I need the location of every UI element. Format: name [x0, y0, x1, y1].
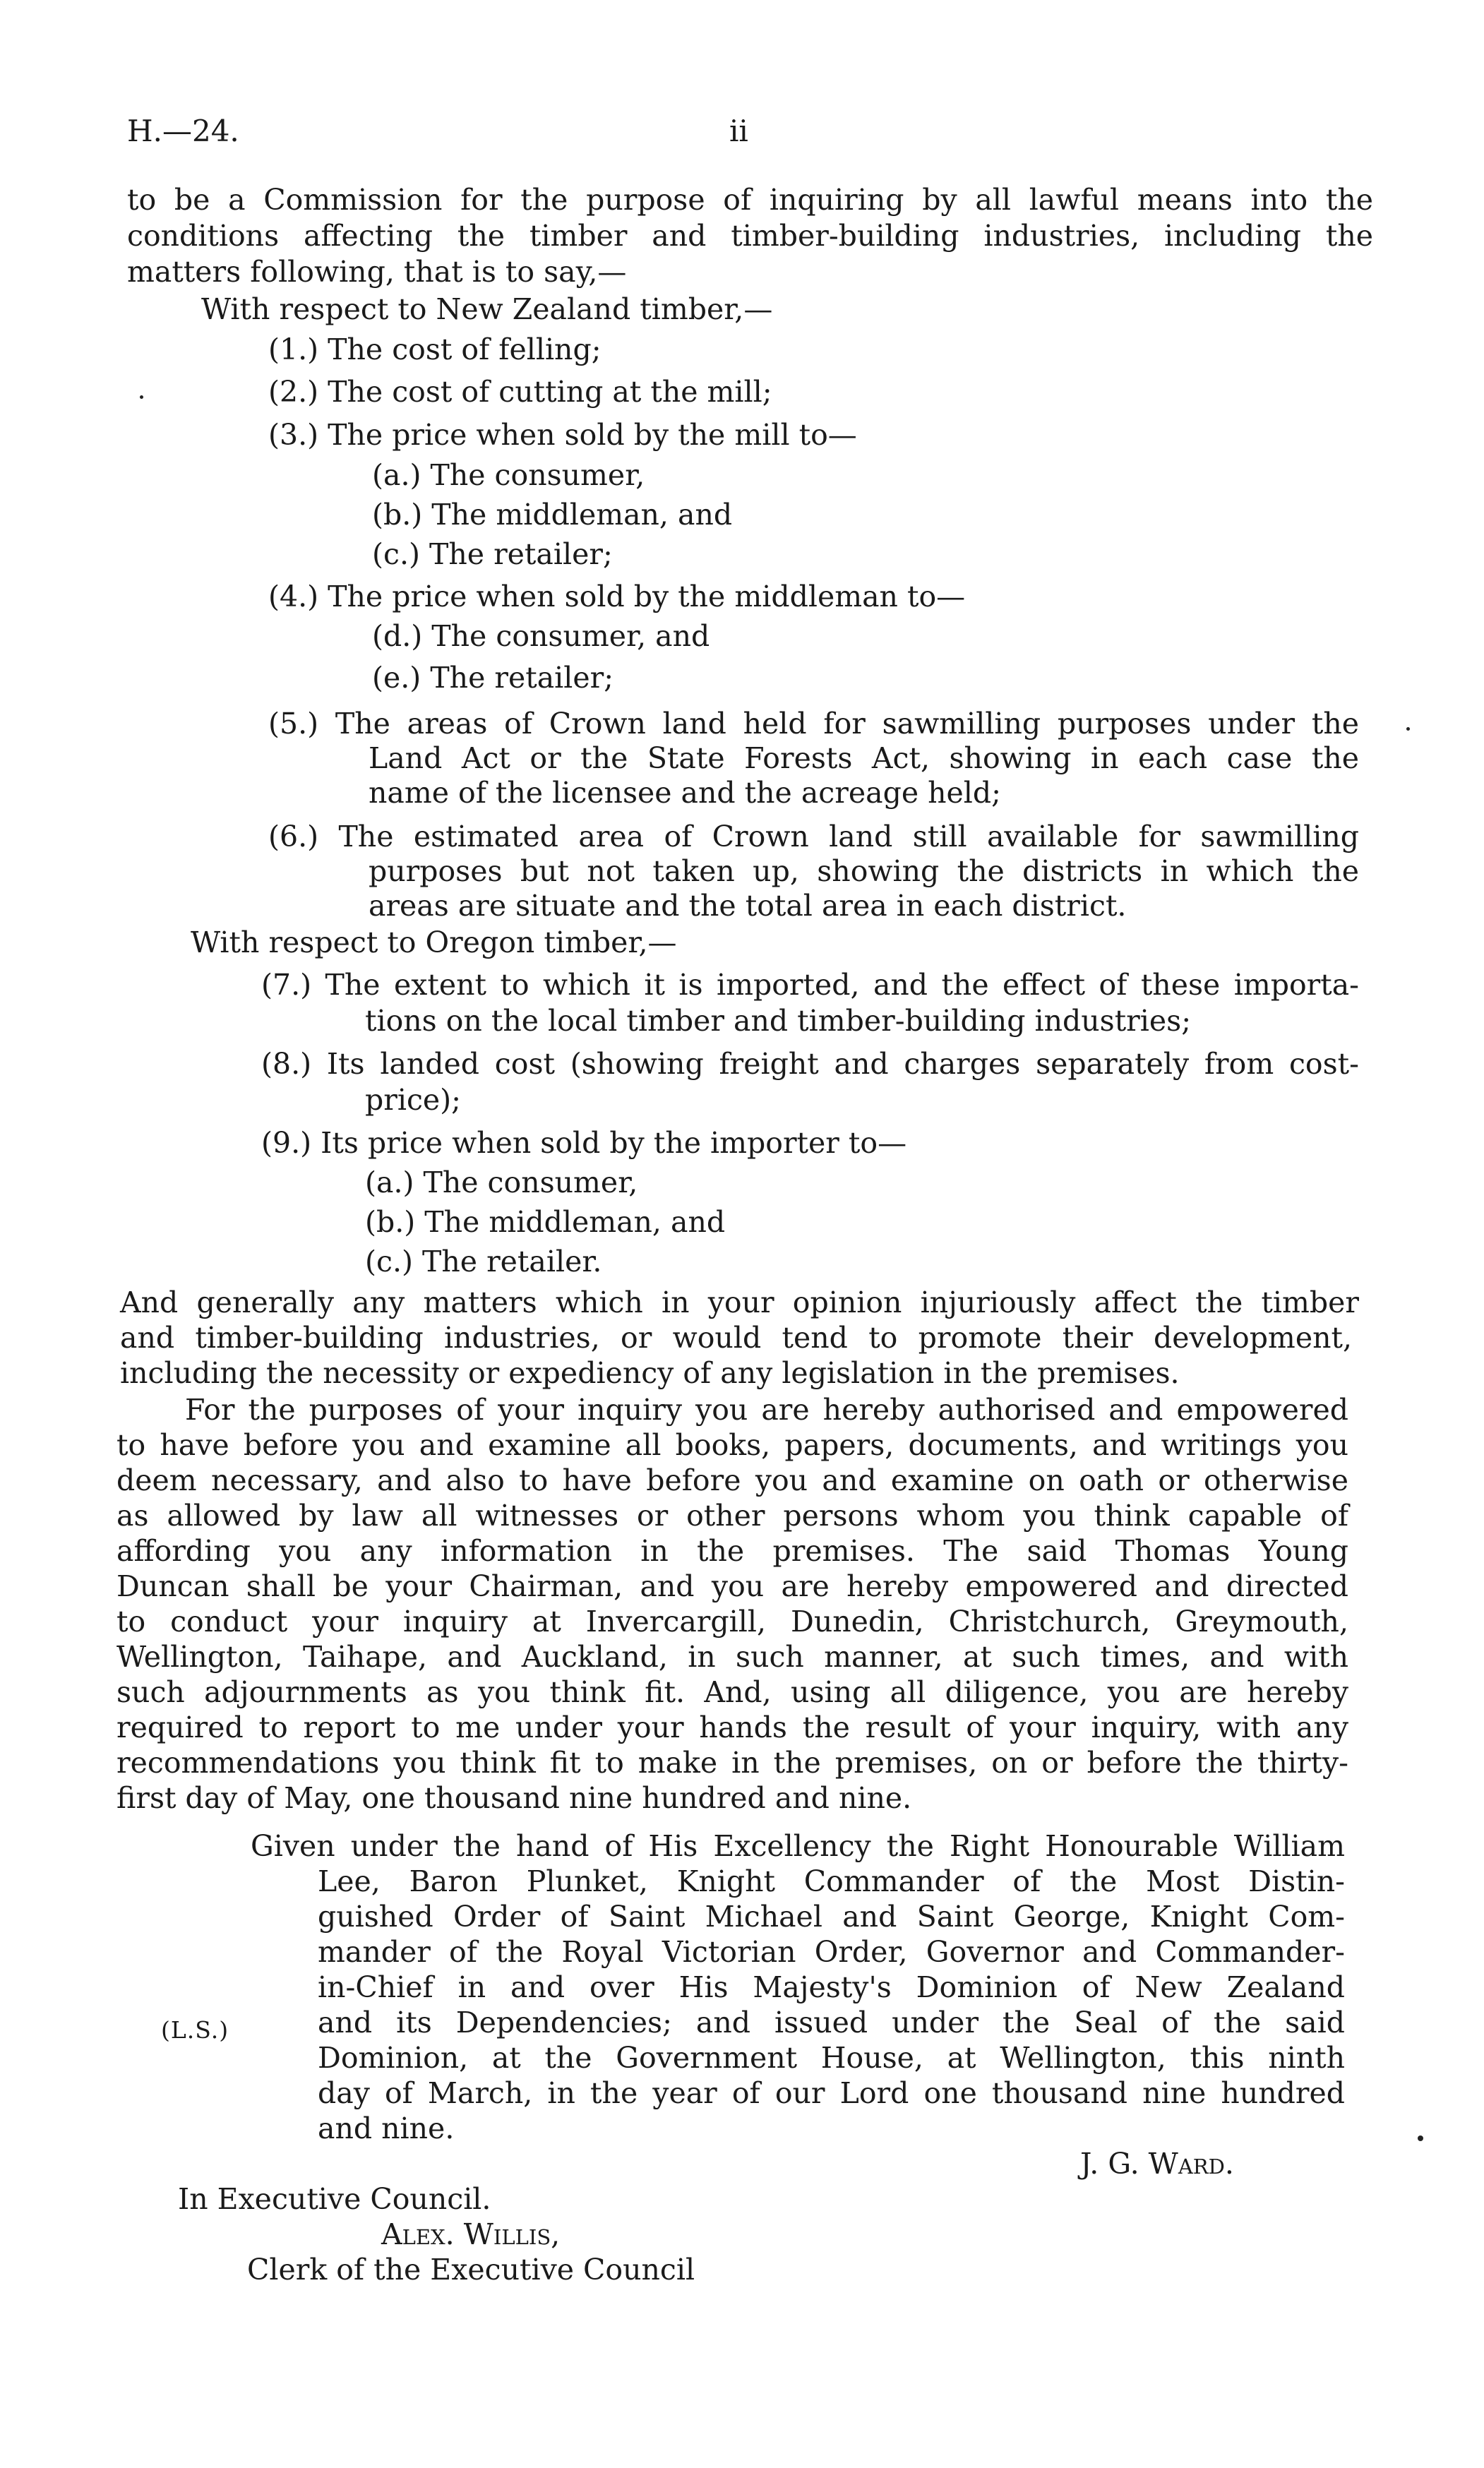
list-item-continuation: purposes but not taken up, showing the districts in which the	[369, 854, 1359, 888]
purposes-line: Wellington, Taihape, and Auckland, in such manner, at such times, and with	[116, 1640, 1348, 1674]
given-line: day of March, in the year of our Lord one thousand nine hundred	[318, 2076, 1345, 2110]
intro-line: to be a Commission for the purpose of inquiring by all lawful means into the	[127, 183, 1373, 217]
general-line: And generally any matters which in your opinion injuriously affect the timber	[120, 1286, 1359, 1319]
list-item: (6.) The estimated area of Crown land still available for sawmilling	[268, 820, 1359, 853]
given-line: and its Dependencies; and issued under the Seal of the said	[318, 2006, 1345, 2039]
given-line: in-Chief in and over His Majesty's Dominion of New Zealand	[318, 1970, 1345, 2004]
document-reference: H.—24.	[127, 114, 239, 148]
list-subitem: (b.) The middleman, and	[365, 1205, 726, 1239]
given-line: and nine.	[318, 2111, 455, 2145]
general-line: and timber-building industries, or would tend to promote their development,	[120, 1321, 1352, 1355]
list-subitem: (c.) The retailer.	[365, 1245, 602, 1278]
list-item-continuation: price);	[365, 1083, 461, 1117]
signatory-name: J. G. Ward.	[1080, 2147, 1234, 2181]
scan-speck	[1406, 727, 1410, 731]
list-subitem: (a.) The consumer,	[365, 1166, 638, 1199]
page-number: ii	[729, 114, 748, 148]
list-item: (4.) The price when sold by the middleman to—	[268, 580, 966, 613]
purposes-line: For the purposes of your inquiry you are hereby authorised and empowered	[185, 1393, 1348, 1427]
given-line: Dominion, at the Government House, at Wellington, this ninth	[318, 2041, 1345, 2075]
purposes-line: deem necessary, and also to have before you and examine on oath or otherwise	[116, 1463, 1348, 1497]
purposes-line: to have before you and examine all books, papers, documents, and writings you	[116, 1428, 1348, 1462]
scan-speck	[140, 395, 143, 399]
list-subitem: (a.) The consumer,	[372, 458, 645, 492]
clerk-title: Clerk of the Executive Council	[247, 2253, 695, 2287]
list-item-continuation: Land Act or the State Forests Act, showing in each case the	[369, 741, 1359, 775]
list-item: (1.) The cost of felling;	[268, 333, 602, 366]
purposes-line: recommendations you think fit to make in the premises, on or before the thirty-	[116, 1746, 1348, 1780]
executive-council-label: In Executive Council.	[178, 2182, 491, 2216]
seal-mark: (L.S.)	[161, 2016, 229, 2044]
purposes-line: Duncan shall be your Chairman, and you are hereby empowered and directed	[116, 1569, 1348, 1603]
list-item: (5.) The areas of Crown land held for sawmilling purposes under the	[268, 707, 1359, 741]
list-item: (2.) The cost of cutting at the mill;	[268, 375, 772, 409]
intro-line: matters following, that is to say,—	[127, 255, 627, 289]
list-item: (8.) Its landed cost (showing freight and charges separately from cost-	[261, 1047, 1359, 1081]
list-item-continuation: areas are situate and the total area in each district.	[369, 889, 1127, 923]
purposes-line: such adjournments as you think fit. And, using all diligence, you are hereby	[116, 1675, 1348, 1709]
given-line: Lee, Baron Plunket, Knight Commander of the Most Distin-	[318, 1864, 1345, 1898]
list-item-continuation: tions on the local timber and timber-building industries;	[365, 1004, 1192, 1038]
list-subitem: (c.) The retailer;	[372, 537, 613, 571]
list-item-continuation: name of the licensee and the acreage held;	[369, 776, 1001, 810]
purposes-line: to conduct your inquiry at Invercargill, Dunedin, Christchurch, Greymouth,	[116, 1605, 1348, 1639]
clerk-name: Alex. Willis,	[381, 2217, 561, 2251]
list-item: (9.) Its price when sold by the importer to—	[261, 1126, 907, 1160]
purposes-line: required to report to me under your hands the result of your inquiry, with any	[116, 1711, 1348, 1744]
list-subitem: (b.) The middleman, and	[372, 498, 733, 532]
list-item: (3.) The price when sold by the mill to—	[268, 418, 857, 452]
list-subitem: (e.) The retailer;	[372, 661, 614, 695]
oregon-timber-heading: With respect to Oregon timber,—	[191, 926, 677, 959]
given-line: guished Order of Saint Michael and Saint George, Knight Com-	[318, 1900, 1345, 1934]
intro-line: conditions affecting the timber and timber-building industries, including the	[127, 219, 1373, 253]
given-line: Given under the hand of His Excellency the Right Honourable William	[251, 1829, 1345, 1863]
purposes-line: first day of May, one thousand nine hundred and nine.	[116, 1781, 912, 1815]
nz-timber-heading: With respect to New Zealand timber,—	[201, 292, 773, 326]
list-item: (7.) The extent to which it is imported, and the effect of these importa-	[261, 968, 1359, 1002]
general-line: including the necessity or expediency of any legislation in the premises.	[120, 1356, 1180, 1390]
given-line: mander of the Royal Victorian Order, Governor and Commander-	[318, 1935, 1345, 1969]
purposes-line: as allowed by law all witnesses or other persons whom you think capable of	[116, 1499, 1348, 1533]
list-subitem: (d.) The consumer, and	[372, 619, 710, 653]
scan-speck	[1418, 2135, 1423, 2141]
purposes-line: affording you any information in the premises. The said Thomas Young	[116, 1534, 1348, 1568]
